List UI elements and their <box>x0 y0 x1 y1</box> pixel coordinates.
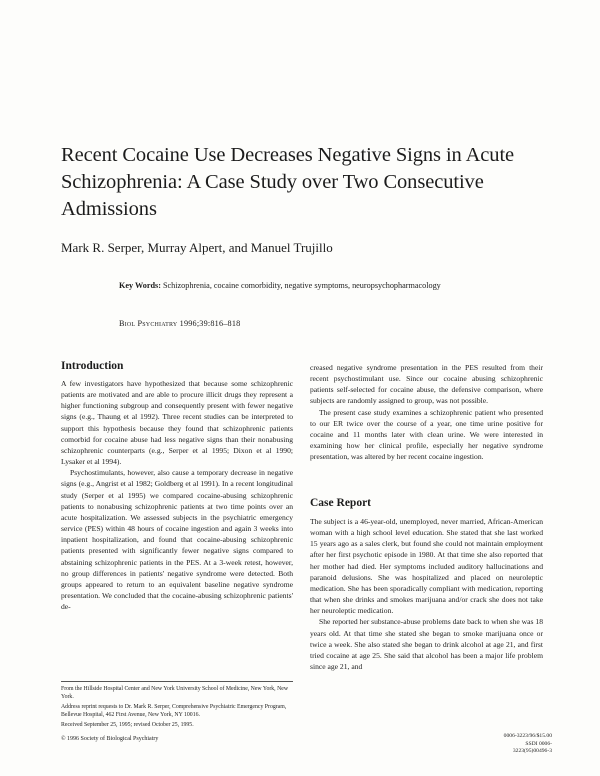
article-title: Recent Cocaine Use Decreases Negative Signs in Acute Schizophrenia: A Case Study over Two Consecutive Admissions <box>61 144 515 220</box>
footnote-received: Received September 25, 1995; revised October 25, 1995. <box>61 722 194 728</box>
pii: SSDI 0006-3223(95)00496-3 <box>512 740 552 754</box>
right-column-body <box>310 362 543 462</box>
issn: 0006-3223/96/$15.00 <box>503 733 552 739</box>
case-report-body <box>310 516 543 672</box>
footnote-affiliation: From the Hillside Hospital Center and New York University School of Medicine, New York, New York. <box>61 686 289 700</box>
case-report-heading: Case Report <box>310 497 371 509</box>
keywords-label: Key Words: <box>119 281 161 290</box>
paragraph: creased negative syndrome presentation in the PES resulted from their recent psychostimulant use. Since our cocaine abusing schizophrenic patients self-selected for cocaine abuse, the defensive comparison, where subjects are randomly assigned to group, was not possible. <box>310 363 543 406</box>
keywords-text: Schizophrenia, cocaine comorbidity, negative symptoms, neuropsychopharmacology <box>162 281 441 290</box>
introduction-body <box>61 378 293 612</box>
copyright-notice: © 1996 Society of Biological Psychiatry <box>61 736 159 742</box>
paragraph: A few investigators have hypothesized that because some schizophrenic patients are motivated and are able to procure illicit drugs they represent a higher functioning subgroup and consequently present with fewer negative signs (e.g., Thaung et al 1992). Three recent studies can be interpreted to support this hypothesis because they found that schizophrenic patients comorbid for cocaine abuse had less negative signs than their nonabusing schizophrenic counterparts (e.g., Serper et al 1995; Dixon et al 1990; Lysaker et al 1994). <box>61 379 293 467</box>
footnote-reprint: Address reprint requests to Dr. Mark R. Serper, Comprehensive Psychiatric Emergency Program, Bellevue Hospital, 462 First Avenue, New York, NY 10016. <box>61 704 287 718</box>
article-authors: Mark R. Serper, Murray Alpert, and Manuel Trujillo <box>61 240 333 255</box>
keywords-block <box>119 280 519 292</box>
paragraph: She reported her substance-abuse problems date back to when she was 18 years old. At that time she stated she began to smoke marijuana once or twice a week. She also stated she began to drink alcohol at age 21, and first tried cocaine at age 25. She said that alcohol has been a major life problem since age 21, and <box>310 617 543 672</box>
footnotes <box>61 681 293 731</box>
publication-ids <box>492 733 552 756</box>
introduction-heading: Introduction <box>61 360 124 372</box>
journal-citation: Biol Psychiatry 1996;39:816–818 <box>119 319 241 328</box>
paragraph: The subject is a 46-year-old, unemployed, never married, African-American woman with a high school level education. She stated that she last worked 15 years ago as a sales clerk, but found she could not maintain employment after her first psychotic episode in 1980. At that time she also reported that her mother had died. Her symptoms included auditory hallucinations and paranoid delusions. She was hospitalized and placed on neuroleptic medication. She has been sporadically compliant with medication, reporting that when she drinks and smokes marijuana and/or crack she does not take her neuroleptic medication. <box>310 517 543 616</box>
paragraph: Psychostimulants, however, also cause a temporary decrease in negative signs (e.g., Angrist et al 1982; Goldberg et al 1991). In a recent longitudinal study (Serper et al 1995) we compared cocaine-abusing schizophrenic patients to nonabusing schizophrenic patients at two time points over an acute hospitalization. We assessed subjects in the psychiatric emergency service (PES) within 48 hours of cocaine ingestion and again 3 weeks into inpatient hospitalization, and found that cocaine-abusing schizophrenic patients presented with significantly fewer negative signs compared to abstaining schizophrenic patients in the PES. At a 3-week retest, however, no group differences in patients' negative syndrome were detected. Both groups appeared to return to an equivalent baseline negative syndrome presentation. We concluded that the cocaine-abusing schizophrenic patients' de- <box>61 468 293 612</box>
paragraph: The present case study examines a schizophrenic patient who presented to our ER twice over the course of a year, one time urine positive for cocaine and 11 months later with clean urine. We were interested in examining how her clinical profile, especially her negative syndrome presentation, was altered by her recent cocaine ingestion. <box>310 407 543 462</box>
